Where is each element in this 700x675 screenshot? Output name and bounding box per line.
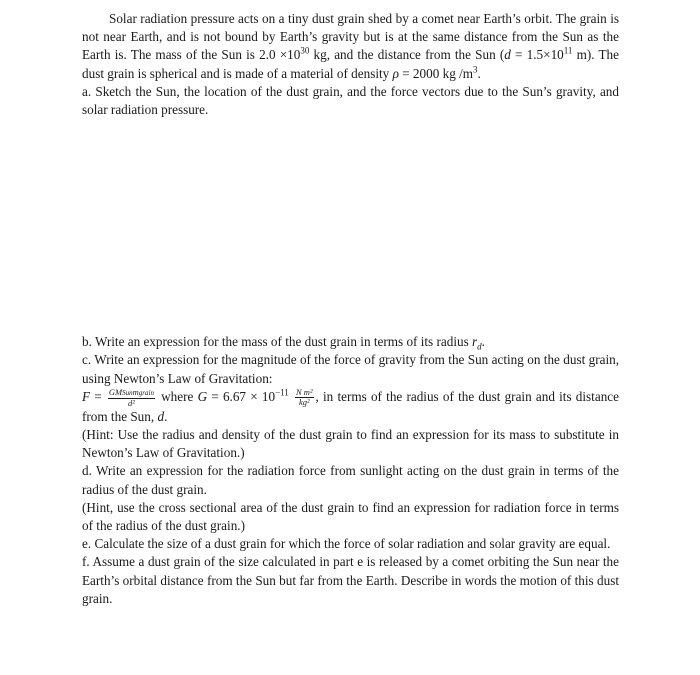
part-f: f. Assume a dust grain of the size calculated in part e is released by a comet orbiting the Sun near the Earth’s orbital distance from the Sun but far from the Earth. Describe in words the motion of this dust grain. bbox=[82, 554, 619, 606]
part-c-hint: (Hint: Use the radius and density of the dust grain to find an expression for its mass to substitute in Newton’s Law of Gravitation.) bbox=[82, 427, 619, 461]
intro-paragraph: Solar radiation pressure acts on a tiny dust grain shed by a comet near Earth’s orbit. The grain is not near Earth, and is not bound by Earth’s gravity but is at the same distance from the Sun as the Earth is. The mass of the Sun is $2.0 \times 10^{30}$ kg, and the distance from the Sun ($d = 1.5\times 10^{11}$ m). The dust grain is spherical and is made of a material of density ρ = 2000 kg $/m^3$. bbox=[82, 11, 619, 81]
gravity-fraction: $\frac{\text{GMSunmgrain}}{\text{d²}}$ bbox=[108, 386, 154, 408]
part-d: d. Write an expression for the radiation force from sunlight acting on the dust grain in terms of the radius of the dust grain. bbox=[82, 463, 619, 497]
part-d-hint: (Hint, use the cross sectional area of the dust grain to find an expression for radiation force in terms of the radius of the dust grain.) bbox=[82, 499, 619, 534]
part-c: c. Write an expression for the magnitude of the force of gravity from the Sun acting on the dust grain, using Newton’s Law of Gravitation: F = $\frac{\text{GMSunmgrain}}{\text{d²}}$ where $G = 6.67 \times 10^{-11}$ $\frac{\text{N m²}}{\text{kg²}}$ , in terms of the radius of the dust grain and its distance from the Sun, d. bbox=[82, 352, 619, 424]
part-b: b. Write an expression for the mass of the dust grain in terms of its radius $r_d$. bbox=[82, 334, 485, 352]
unit-fraction: $\frac{\text{N m²}}{\text{kg²}}$ bbox=[296, 387, 313, 408]
sketch-space bbox=[82, 119, 619, 333]
part-e: e. Calculate the size of a dust grain for which the force of solar radiation and solar gravity are equal. bbox=[82, 536, 611, 552]
part-a: a. Sketch the Sun, the location of the dust grain, and the force vectors due to the Sun’s gravity, and solar radiation pressure. bbox=[82, 83, 619, 118]
problem-document bbox=[82, 10, 619, 608]
